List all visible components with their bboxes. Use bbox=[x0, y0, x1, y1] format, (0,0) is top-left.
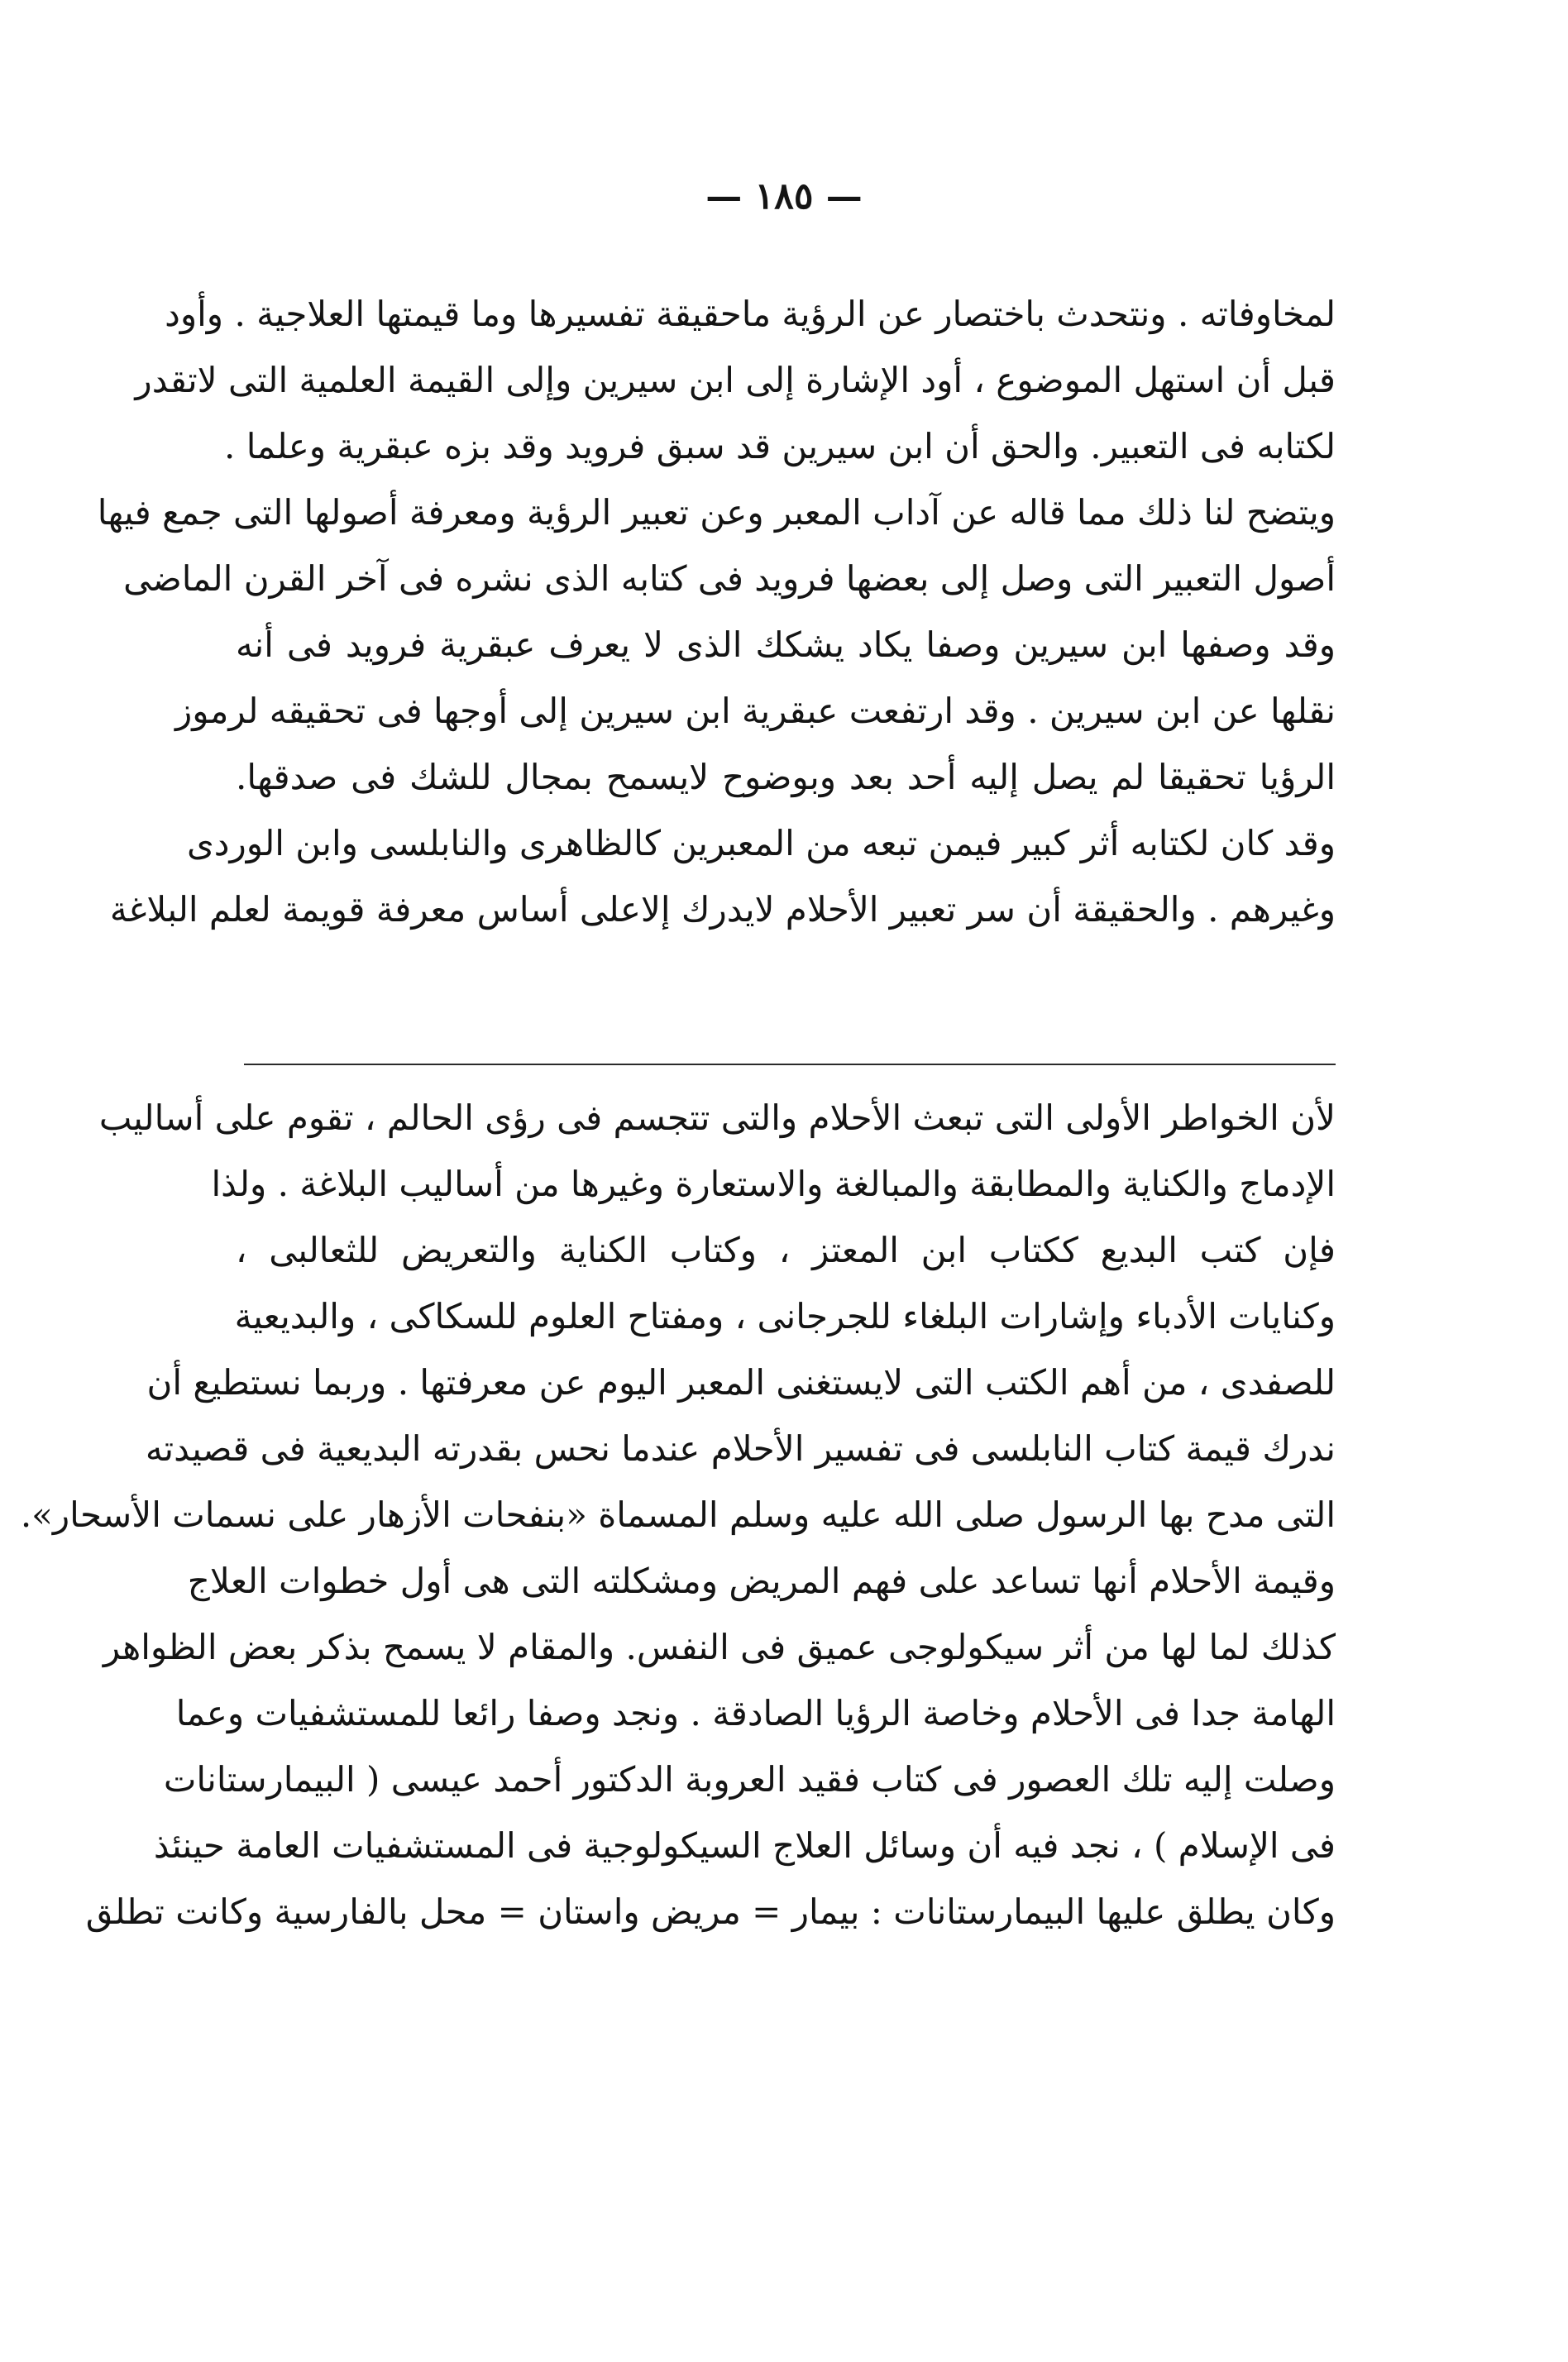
page-number: — ١٨٥ — bbox=[705, 175, 863, 218]
text-line: فى الإسلام ) ، نجد فيه أن وسائل العلاج السيكولوجية فى المستشفيات العامة حينئذ bbox=[153, 1825, 1336, 1866]
text-line: وكنايات الأدباء وإشارات البلغاء للجرجانى ، ومفتاح العلوم للسكاكى ، والبديعية bbox=[234, 1296, 1336, 1336]
text-line: وقد كان لكتابه أثر كبير فيمن تبعه من المعبرين كالظاهرى والنابلسى وابن الوردى bbox=[186, 823, 1336, 863]
text-line: وقد وصفها ابن سيرين وصفا يكاد يشكك الذى لا يعرف عبقرية فرويد فى أنه bbox=[236, 624, 1336, 665]
text-line: لمخاوفاته . ونتحدث باختصار عن الرؤية ماحقيقة تفسيرها وما قيمتها العلاجية . وأود bbox=[165, 294, 1336, 334]
text-line: للصفدى ، من أهم الكتب التى لايستغنى المعبر اليوم عن معرفتها . وربما نستطيع أن bbox=[146, 1362, 1336, 1403]
text-line: الهامة جدا فى الأحلام وخاصة الرؤيا الصادقة . ونجد وصفا رائعا للمستشفيات وعما bbox=[175, 1693, 1336, 1733]
text-line: لكتابه فى التعبير. والحق أن ابن سيرين قد سبق فرويد وقد بزه عبقرية وعلما . bbox=[224, 426, 1336, 466]
text-line: ندرك قيمة كتاب النابلسى فى تفسير الأحلام عندما نحس بقدرته البديعية فى قصيدته bbox=[145, 1428, 1336, 1469]
text-line: وصلت إليه تلك العصور فى كتاب فقيد العروبة الدكتور أحمد عيسى ( البيمارستانات bbox=[163, 1759, 1336, 1800]
text-line: الإدماج والكناية والمطابقة والمبالغة والاستعارة وغيرها من أساليب البلاغة . ولذا bbox=[211, 1164, 1336, 1204]
text-line: كذلك لما لها من أثر سيكولوجى عميق فى النفس. والمقام لا يسمح بذكر بعض الظواهر bbox=[103, 1627, 1336, 1667]
paragraph-2 bbox=[20, 1085, 1336, 1945]
text-line: نقلها عن ابن سيرين . وقد ارتفعت عبقرية ابن سيرين إلى أوجها فى تحقيقه لرموز bbox=[174, 691, 1336, 731]
section-divider bbox=[244, 1064, 1336, 1065]
paragraph-1 bbox=[97, 281, 1336, 943]
text-line: لأن الخواطر الأولى التى تبعث الأحلام والتى تتجسم فى رؤى الحالم ، تقوم على أساليب bbox=[98, 1097, 1336, 1138]
text-line: فإن كتب البديع ككتاب ابن المعتز ، وكتاب الكناية والتعريض للثعالبى ، bbox=[236, 1230, 1336, 1270]
text-line: وغيرهم . والحقيقة أن سر تعبير الأحلام لايدرك إلاعلى أساس معرفة قويمة لعلم البلاغة bbox=[109, 889, 1336, 930]
text-line: الرؤيا تحقيقا لم يصل إليه أحد بعد وبوضوح لايسمح بمجال للشك فى صدقها. bbox=[236, 757, 1336, 797]
text-line: ويتضح لنا ذلك مما قاله عن آداب المعبر وعن تعبير الرؤية ومعرفة أصولها التى جمع فيها bbox=[97, 492, 1336, 533]
text-line: التى مدح بها الرسول صلى الله عليه وسلم المسماة «بنفحات الأزهار على نسمات الأسحار». bbox=[20, 1494, 1336, 1535]
text-line: قبل أن استهل الموضوع ، أود الإشارة إلى ابن سيرين وإلى القيمة العلمية التى لاتقدر bbox=[135, 360, 1336, 400]
text-line: وقيمة الأحلام أنها تساعد على فهم المريض ومشكلته التى هى أول خطوات العلاج bbox=[187, 1561, 1336, 1601]
text-line: وكان يطلق عليها البيمارستانات : بيمار = مريض واستان = محل بالفارسية وكانت تطلق bbox=[85, 1891, 1336, 1932]
text-line: أصول التعبير التى وصل إلى بعضها فرويد فى كتابه الذى نشره فى آخر القرن الماضى bbox=[123, 558, 1336, 599]
